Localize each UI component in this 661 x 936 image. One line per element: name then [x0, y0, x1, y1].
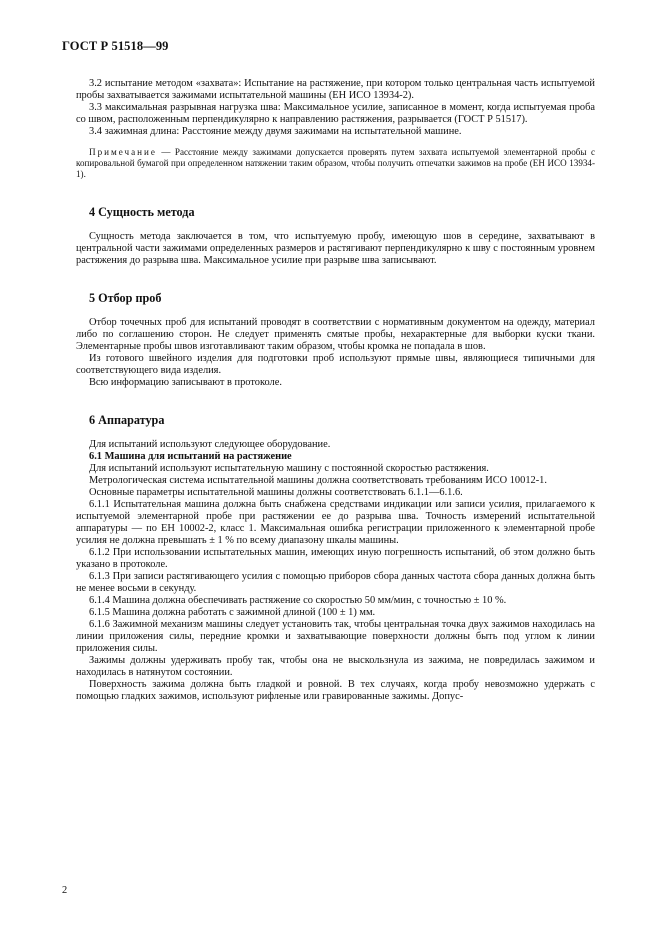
section-6-heading: 6 Аппаратура: [89, 413, 165, 427]
definition-3-3: 3.3 максимальная разрывная нагрузка шва: Максимальное усилие, записанное в момент, когда испытуемая проба со швом, расположенным перпендикулярно к направлению растяжения, разрывается (ГОСТ Р 51517).: [76, 102, 595, 125]
section-6-paragraph: Для испытаний используют испытательную машину с постоянной скоростью растяжения.: [89, 463, 489, 474]
section-6-paragraph: 6.1.2 При использовании испытательных машин, имеющих иную погрешность испытаний, об этом должно быть указано в протоколе.: [76, 547, 595, 570]
subsection-6-1-heading: 6.1 Машина для испытаний на растяжение: [89, 451, 292, 462]
section-4-heading: 4 Сущность метода: [89, 205, 195, 219]
definition-3-2: 3.2 испытание методом «захвата»: Испытание на растяжение, при котором только центральная часть испытуемой пробы захватывается зажимами испытательной машины (ЕН ИСО 13934-2).: [76, 78, 595, 101]
document-code-header: ГОСТ Р 51518—99: [62, 39, 169, 53]
section-6-paragraph: Основные параметры испытательной машины должны соответствовать 6.1.1—6.1.6.: [89, 487, 463, 498]
document-body: [76, 78, 595, 703]
section-4-paragraph: Сущность метода заключается в том, что испытуемую пробу, имеющую шов в середине, захватывают в центральной части зажимами определенных размеров и растягивают перпендикулярно к шву с постоянным уровнем растяжения до разрыва шва. Максимальное усилие при разрыве шва записывают.: [76, 231, 595, 266]
section-6-paragraph: 6.1.4 Машина должна обеспечивать растяжение со скоростью 50 мм/мин, с точностью ± 10 %.: [89, 595, 507, 606]
section-6-paragraph: 6.1.1 Испытательная машина должна быть снабжена средствами индикации или записи усилия, прилагаемого к испытуемой элементарной пробе при растяжении ее до разрыва шва. Точность измерений испытательной аппаратуры — по ЕН 10002-2, класс 1. Максимальная ошибка регистрации приложенного к элементарной пробе усилия не должна превышать ± 1 % по всему диапазону шкалы машины.: [76, 499, 595, 546]
note-paragraph: [76, 147, 595, 180]
section-5-paragraph: Из готового швейного изделия для подготовки проб используют прямые швы, являющиеся типичными для соответствующего вида изделия.: [76, 353, 595, 376]
note-text: — Расстояние между зажимами допускается проверять путем захвата испытуемой элементарной пробы с копировальной бумагой при определенном натяжении таким образом, чтобы получить отпечатки зажимов на пробе (ЕН ИСО 13934-1).: [76, 147, 595, 179]
section-5-paragraph: Всю информацию записывают в протоколе.: [89, 377, 282, 388]
section-6-intro: Для испытаний используют следующее оборудование.: [89, 439, 331, 450]
section-6-paragraph: Метрологическая система испытательной машины должна соответствовать требованиям ИСО 10012-1.: [89, 475, 547, 486]
definition-3-4: 3.4 зажимная длина: Расстояние между двумя зажимами на испытательной машине.: [89, 126, 462, 137]
section-6-paragraph: 6.1.5 Машина должна работать с зажимной длиной (100 ± 1) мм.: [89, 607, 376, 618]
section-6-paragraph: Поверхность зажима должна быть гладкой и ровной. В тех случаях, когда пробу невозможно удержать с помощью гладких зажимов, используют рифленые или гравированные зажимы. Допус-: [76, 679, 595, 702]
page-number: 2: [62, 885, 68, 896]
section-6-paragraph: Зажимы должны удерживать пробу так, чтобы она не выскользнула из зажима, не повредилась зажимом и находилась в натянутом состоянии.: [76, 655, 595, 678]
section-5-heading: 5 Отбор проб: [89, 291, 162, 305]
section-6-paragraph: 6.1.6 Зажимной механизм машины следует установить так, чтобы центральная точка двух зажимов находилась на линии приложения силы, передние кромки и захватывающие поверхности должны быть под углом к линии приложения силы.: [76, 619, 595, 654]
section-5-paragraph: Отбор точечных проб для испытаний проводят в соответствии с нормативным документом на одежду, материал либо по соглашению сторон. Не следует применять смятые пробы, нехарактерные для выборки куски ткани. Элементарные пробы швов изготавливают таким образом, чтобы кромка не попадала в шов.: [76, 317, 595, 352]
note-lead: Примечание: [89, 147, 157, 157]
section-6-paragraph: 6.1.3 При записи растягивающего усилия с помощью приборов сбора данных частота сбора данных должна быть не менее восьми в секунду.: [76, 571, 595, 594]
